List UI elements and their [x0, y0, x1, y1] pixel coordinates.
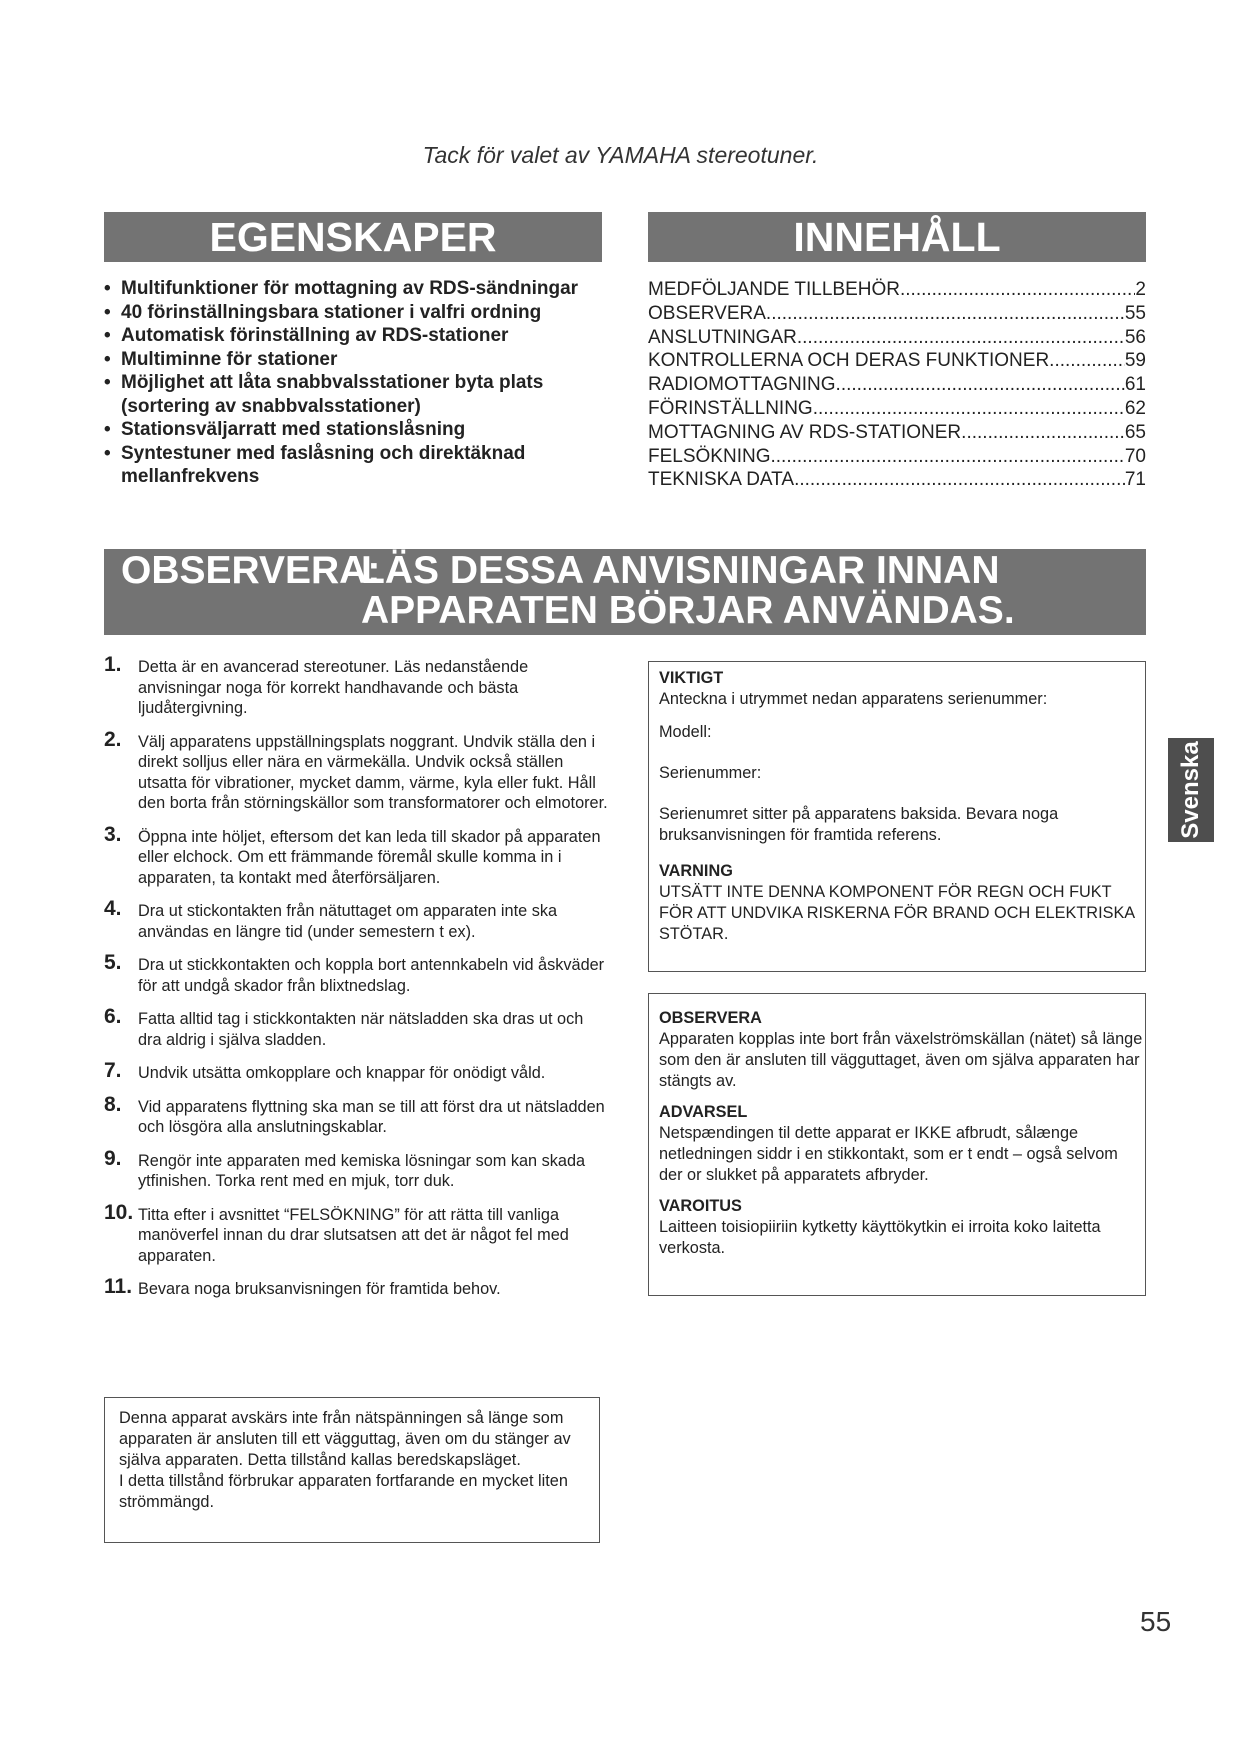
standby-paragraph: I detta tillstånd förbrukar apparaten fortfarande en mycket liten strömmängd.	[119, 1472, 568, 1511]
observera-banner	[104, 549, 1146, 635]
language-tab[interactable]	[1168, 738, 1214, 842]
egenskaper-heading: EGENSKAPER	[104, 212, 602, 262]
instruction-number: 9.	[104, 1146, 122, 1170]
advarsel-title: ADVARSEL	[659, 1103, 748, 1121]
toc-label: MOTTAGNING AV RDS-STATIONER	[648, 421, 962, 443]
instruction-number: 11.	[104, 1275, 133, 1298]
toc-entry[interactable]	[648, 302, 1146, 326]
toc-page: 56	[1124, 326, 1146, 348]
instruction-item	[104, 951, 609, 996]
instruction-item	[104, 1200, 609, 1267]
varoitus-title: VAROITUS	[659, 1197, 742, 1215]
feature-item: • Multifunktioner för mottagning av RDS-sändningar	[104, 277, 614, 301]
viktigt-intro: Anteckna i utrymmet nedan apparatens serienummer:	[659, 690, 1048, 708]
instruction-text: Undvik utsätta omkopplare och knappar för onödigt våld.	[138, 1064, 546, 1082]
instruction-item	[104, 653, 609, 719]
instruction-text: Dra ut stickontakten från nätuttaget om apparaten inte ska användas en längre tid (under semestern t ex).	[138, 902, 558, 941]
standby-paragraph: Denna apparat avskärs inte från nätspänningen så länge som apparaten är ansluten till ett vägguttag, även om du stänger av själva apparaten. Detta tillstånd kallas beredskapsläget.	[119, 1409, 571, 1469]
instruction-number: 6.	[104, 1005, 122, 1028]
feature-item: • 40 förinställningsbara stationer i valfri ordning	[104, 301, 614, 325]
feature-item: • Stationsväljarratt med stationslåsning	[104, 418, 614, 442]
language-tab-label: Svenska	[1177, 741, 1204, 839]
instruction-item	[104, 1275, 609, 1300]
instruction-text: Bevara noga bruksanvisningen för framtida behov.	[138, 1280, 501, 1298]
instruction-text: Rengör inte apparaten med kemiska lösningar som kan skada ytfinishen. Torka rent med en mjuk, torr duk.	[138, 1151, 586, 1190]
varning-text: UTSÄTT INTE DENNA KOMPONENT FÖR REGN OCH FUKT FÖR ATT UNDVIKA RISKERNA FÖR BRAND OCH ELEKTRISKA STÖTAR.	[659, 883, 1135, 943]
instruction-number: 5.	[104, 951, 122, 974]
instruction-number: 8.	[104, 1092, 122, 1116]
page-number: 55	[1140, 1606, 1172, 1637]
instruction-text: Vid apparatens flyttning ska man se till att först dra ut nätsladden och lösgöra alla anslutningskablar.	[138, 1097, 605, 1136]
instruction-number: 10.	[104, 1200, 134, 1224]
model-field-label: Modell:	[659, 723, 712, 741]
advarsel-text: Netspændingen til dette apparat er IKKE afbrudt, sålænge netledningen siddr i en stikkontakt, som er t endt – også selvom der or slukket på apparatets afbryder.	[659, 1124, 1118, 1184]
table-of-contents	[648, 278, 1146, 492]
toc-page: 70	[1124, 445, 1146, 467]
toc-page: 71	[1124, 469, 1146, 491]
toc-label: FÖRINSTÄLLNING	[648, 397, 813, 419]
toc-label: RADIOMOTTAGNING	[648, 374, 836, 396]
toc-page: 62	[1124, 397, 1146, 419]
instruction-number: 4.	[104, 897, 122, 920]
serial-note: Serienumret sitter på apparatens baksida. Bevara noga bruksanvisningen för framtida referens.	[659, 805, 1059, 844]
instruction-text: Välj apparatens uppställningsplats noggrant. Undvik ställa den i direkt solljus eller nära en värmekälla. Undvik också ställen utsatta för vibrationer, mycket damm, värme, kyla eller fukt. Håll den borta från störningskällor som transformatorer och elmotorer.	[138, 732, 608, 812]
instruction-text: Titta efter i avsnittet “FELSÖKNING” för att rätta till vanliga manöverfel innan du drar slutsatsen att det är något fel med apparaten.	[138, 1205, 569, 1265]
toc-entry[interactable]	[648, 278, 1146, 302]
toc-label: ANSLUTNINGAR	[648, 326, 797, 348]
toc-page: 2	[1135, 279, 1146, 300]
innehall-heading: INNEHÅLL	[648, 212, 1146, 262]
toc-entry[interactable]	[648, 421, 1146, 445]
toc-entry[interactable]	[648, 445, 1146, 469]
toc-entry[interactable]	[648, 373, 1146, 397]
toc-page: 65	[1124, 421, 1146, 443]
instruction-number: 3.	[104, 822, 122, 846]
instruction-number: 7.	[104, 1059, 122, 1082]
instruction-item	[104, 727, 609, 814]
instruction-item	[104, 1059, 609, 1084]
varning-title: VARNING	[659, 862, 733, 880]
toc-entry[interactable]	[648, 468, 1146, 492]
instruction-text: Dra ut stickkontakten och koppla bort antennkabeln vid åskväder för att undgå skador från blixtnedslag.	[138, 956, 605, 995]
instruction-item	[104, 1092, 609, 1138]
feature-item: • Automatisk förinställning av RDS-stationer	[104, 324, 614, 348]
toc-label: OBSERVERA	[648, 302, 766, 324]
toc-label: FELSÖKNING	[648, 445, 771, 467]
feature-item: • Multiminne för stationer	[104, 348, 614, 372]
features-list	[104, 277, 614, 489]
toc-entry[interactable]	[648, 397, 1146, 421]
observera-text: Apparaten kopplas inte bort från växelströmskällan (nätet) så länge som den är ansluten till vägguttaget, även om själva apparaten har stängts av.	[659, 1030, 1143, 1090]
toc-page: 59	[1124, 350, 1146, 372]
observera-box	[648, 993, 1146, 1296]
banner-line-2: APPARATEN BÖRJAR ANVÄNDAS.	[361, 589, 1015, 632]
instruction-text: Öppna inte höljet, eftersom det kan leda till skador på apparaten eller elchock. Om ett främmande föremål skulle komma in i apparaten, ta kontakt med återförsäljaren.	[138, 827, 601, 887]
toc-page: 61	[1124, 374, 1146, 396]
instruction-item	[104, 1146, 609, 1192]
instructions-list	[104, 653, 609, 1313]
feature-item: • Syntestuner med faslåsning och direktäknad mellanfrekvens	[104, 442, 614, 489]
banner-label: OBSERVERA:	[121, 549, 381, 592]
instruction-item	[104, 1005, 609, 1050]
instruction-number: 2.	[104, 727, 122, 751]
instruction-text: Fatta alltid tag i stickkontakten när nätsladden ska dras ut och dra aldrig i själva sladden.	[138, 1010, 584, 1049]
instruction-item	[104, 822, 609, 889]
instruction-text: Detta är en avancerad stereotuner. Läs nedanstående anvisningar noga för korrekt handhavande och bästa ljudåtergivning.	[138, 658, 529, 717]
standby-notice-box	[104, 1397, 600, 1543]
instruction-item	[104, 897, 609, 942]
serial-field-label: Serienummer:	[659, 764, 762, 782]
toc-label: TEKNISKA DATA	[648, 469, 795, 491]
banner-line-1: LÄS DESSA ANVISNINGAR INNAN	[361, 549, 1000, 592]
toc-label: KONTROLLERNA OCH DERAS FUNKTIONER	[648, 350, 1050, 372]
viktigt-title: VIKTIGT	[659, 669, 724, 687]
instruction-number: 1.	[104, 653, 122, 676]
feature-item: • Möjlighet att låta snabbvalsstationer byta plats (sortering av snabbvalsstationer)	[104, 371, 614, 418]
tagline: Tack för valet av YAMAHA stereotuner.	[422, 142, 819, 168]
toc-entry[interactable]	[648, 349, 1146, 373]
toc-label: MEDFÖLJANDE TILLBEHÖR	[648, 279, 900, 300]
toc-entry[interactable]	[648, 326, 1146, 350]
observera-title: OBSERVERA	[659, 1009, 762, 1027]
viktigt-box	[648, 661, 1146, 972]
varoitus-text: Laitteen toisiopiiriin kytketty käyttökytkin ei irroita koko laitetta verkosta.	[659, 1218, 1101, 1257]
toc-page: 55	[1124, 302, 1146, 324]
